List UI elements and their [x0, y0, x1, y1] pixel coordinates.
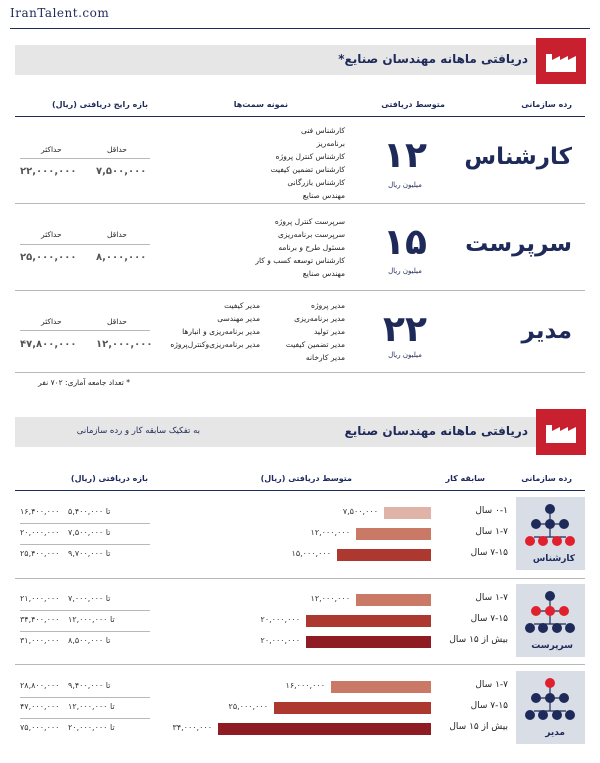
- position-item: سرپرست کنترل پروژه: [274, 217, 345, 226]
- position-item: مدیر تضمین کیفیت: [285, 340, 345, 349]
- position-item: کارشناس بازرگانی: [287, 178, 345, 187]
- range-to: تا: [65, 702, 115, 711]
- range-divider: [20, 610, 150, 611]
- range-max: ۷۵,۰۰۰,۰۰۰: [20, 723, 60, 732]
- range-text: [20, 702, 121, 711]
- avg-unit: میلیون ریال: [388, 267, 422, 275]
- avg-value: ۲۲: [383, 309, 427, 350]
- position-item: برنامه‌ریز: [316, 139, 345, 148]
- range-divider: [20, 544, 150, 545]
- brand-logo[interactable]: IranTalent.com: [10, 6, 110, 20]
- bar-value-label: ۱۲,۰۰۰,۰۰۰: [310, 528, 350, 537]
- min-label: حداقل: [107, 317, 127, 326]
- bar: [331, 681, 431, 693]
- range-text: [20, 681, 116, 690]
- range-min: ۱۲,۰۰۰,۰۰۰: [68, 615, 108, 624]
- range-divider: [20, 631, 150, 632]
- experience-label: ۱-۷ سال: [475, 680, 508, 690]
- range-max: ۳۱,۰۰۰,۰۰۰: [20, 636, 60, 645]
- range-divider: [20, 718, 150, 719]
- range-max: ۲۰,۰۰۰,۰۰۰: [20, 528, 60, 537]
- range-min: ۹,۴۰۰,۰۰۰: [68, 681, 104, 690]
- range-max: ۲۱,۰۰۰,۰۰۰: [20, 594, 60, 603]
- range-min: ۵,۴۰۰,۰۰۰: [68, 507, 104, 516]
- range-to: تا: [65, 549, 111, 558]
- level-title: مدیر: [521, 318, 572, 344]
- bar-value-label: ۳۴,۰۰۰,۰۰۰: [172, 723, 212, 732]
- bar: [274, 702, 431, 714]
- org-label: سرپرست: [531, 641, 573, 651]
- range-text: [20, 528, 116, 537]
- col-header-range: بازه رایج دریافتی (ریال): [52, 100, 148, 109]
- range-to: تا: [65, 681, 111, 690]
- position-item: کارشناس کنترل پروژه: [275, 152, 345, 161]
- range-min: ۸,۵۰۰,۰۰۰: [68, 636, 104, 645]
- position-item: مسئول طرح و برنامه: [278, 243, 345, 252]
- bar-value-label: ۱۵,۰۰۰,۰۰۰: [291, 549, 331, 558]
- max-value: ۲۲,۰۰۰,۰۰۰: [20, 166, 77, 177]
- range-to: تا: [65, 615, 115, 624]
- max-label: حداکثر: [41, 230, 62, 239]
- range-text: [20, 507, 116, 516]
- experience-label: ۷-۱۵ سال: [470, 701, 508, 711]
- range-to: تا: [65, 636, 111, 645]
- experience-label: ۷-۱۵ سال: [470, 614, 508, 624]
- col-header-positions: نمونه سمت‌ها: [233, 100, 288, 109]
- range-min: ۱۲,۰۰۰,۰۰۰: [68, 702, 108, 711]
- position-item: مدیر برنامه‌ریزی و انبارها: [182, 327, 260, 336]
- org-label: کارشناس: [532, 554, 575, 564]
- min-value: ۱۲,۰۰۰,۰۰۰: [96, 339, 153, 350]
- bar-value-label: ۲۰,۰۰۰,۰۰۰: [260, 615, 300, 624]
- level-title: کارشناس: [464, 144, 572, 170]
- range-max: ۴۷,۰۰۰,۰۰۰: [20, 702, 60, 711]
- range-divider: [20, 697, 150, 698]
- position-item: مدیر مهندسی: [217, 314, 260, 323]
- range-text: [20, 549, 116, 558]
- range-to: تا: [65, 594, 111, 603]
- position-item: کارشناس فنی: [301, 126, 345, 135]
- bar: [306, 636, 431, 648]
- position-item: مدیر پروژه: [311, 301, 345, 310]
- experience-label: بیش از ۱۵ سال: [449, 722, 508, 732]
- max-label: حداکثر: [41, 145, 62, 154]
- range-text: [20, 636, 116, 645]
- bar: [384, 507, 431, 519]
- position-item: مدیر کارخانه: [305, 353, 345, 362]
- col-header-range: بازه دریافتی (ریال): [70, 474, 148, 483]
- range-to: تا: [65, 507, 111, 516]
- avg-value: ۱۲: [383, 135, 427, 176]
- bar-value-label: ۱۲,۰۰۰,۰۰۰: [310, 594, 350, 603]
- position-item: مدیر برنامه‌ریزی‌وکنترل‌پروژه: [170, 340, 260, 349]
- top-title: دریافتی ماهانه مهندسان صنایع*: [338, 52, 528, 66]
- range-text: [20, 594, 116, 603]
- col-header-avg: متوسط دریافتی: [381, 100, 445, 109]
- max-value: ۴۷,۸۰۰,۰۰۰: [20, 339, 77, 350]
- min-value: ۸,۰۰۰,۰۰۰: [96, 252, 147, 263]
- bottom-subtitle: به تفکیک سابقه کار و رده سازمانی: [76, 426, 200, 436]
- position-item: مدیر برنامه‌ریزی: [294, 314, 345, 323]
- experience-label: ۷-۱۵ سال: [470, 548, 508, 558]
- avg-unit: میلیون ریال: [388, 351, 422, 359]
- range-min: ۷,۵۰۰,۰۰۰: [68, 528, 104, 537]
- position-item: سرپرست برنامه‌ریزی: [277, 230, 345, 239]
- org-label: مدیر: [545, 728, 565, 738]
- min-value: ۷,۵۰۰,۰۰۰: [96, 166, 147, 177]
- position-item: مهندس صنایع: [302, 269, 345, 278]
- bar-value-label: ۲۰,۰۰۰,۰۰۰: [260, 636, 300, 645]
- range-max: ۲۸,۸۰۰,۰۰۰: [20, 681, 60, 690]
- sample-note: * تعداد جامعه آماری: ۷۰۲ نفر: [38, 378, 130, 387]
- bar: [218, 723, 431, 735]
- level-title: سرپرست: [465, 231, 572, 257]
- range-min: ۹,۷۰۰,۰۰۰: [68, 549, 104, 558]
- range-to: تا: [65, 723, 115, 732]
- bar: [356, 594, 431, 606]
- bar-value-label: ۱۶,۰۰۰,۰۰۰: [285, 681, 325, 690]
- position-item: کارشناس تضمین کیفیت: [270, 165, 345, 174]
- col-header-avg: متوسط دریافتی (ریال): [260, 474, 352, 483]
- col-header-level: رده سازمانی: [521, 474, 572, 483]
- col-header-exp: سابقه کار: [445, 474, 485, 483]
- bar: [356, 528, 431, 540]
- range-max: ۳۴,۴۰۰,۰۰۰: [20, 615, 60, 624]
- position-item: مدیر کیفیت: [224, 301, 260, 310]
- range-text: [20, 615, 121, 624]
- range-divider: [20, 523, 150, 524]
- bar-value-label: ۷,۵۰۰,۰۰۰: [342, 507, 378, 516]
- range-min: ۷,۰۰۰,۰۰۰: [68, 594, 104, 603]
- bar: [306, 615, 431, 627]
- max-label: حداکثر: [41, 317, 62, 326]
- experience-label: بیش از ۱۵ سال: [449, 635, 508, 645]
- range-max: ۱۶,۴۰۰,۰۰۰: [20, 507, 60, 516]
- range-text: [20, 723, 121, 732]
- bar-value-label: ۲۵,۰۰۰,۰۰۰: [228, 702, 268, 711]
- range-min: ۲۰,۰۰۰,۰۰۰: [68, 723, 108, 732]
- experience-label: ۱-۷ سال: [475, 527, 508, 537]
- experience-label: ۰-۱ سال: [475, 506, 508, 516]
- max-value: ۲۵,۰۰۰,۰۰۰: [20, 252, 77, 263]
- avg-value: ۱۵: [383, 222, 427, 263]
- bar: [337, 549, 431, 561]
- min-label: حداقل: [107, 145, 127, 154]
- min-label: حداقل: [107, 230, 127, 239]
- position-item: مدیر تولید: [313, 327, 345, 336]
- position-item: کارشناس توسعه کسب و کار: [255, 256, 345, 265]
- experience-label: ۱-۷ سال: [475, 593, 508, 603]
- range-to: تا: [65, 528, 111, 537]
- position-item: مهندس صنایع: [302, 191, 345, 200]
- range-max: ۲۵,۴۰۰,۰۰۰: [20, 549, 60, 558]
- avg-unit: میلیون ریال: [388, 181, 422, 189]
- bottom-title: دریافتی ماهانه مهندسان صنایع: [344, 424, 528, 438]
- col-header-level: رده سازمانی: [521, 100, 572, 109]
